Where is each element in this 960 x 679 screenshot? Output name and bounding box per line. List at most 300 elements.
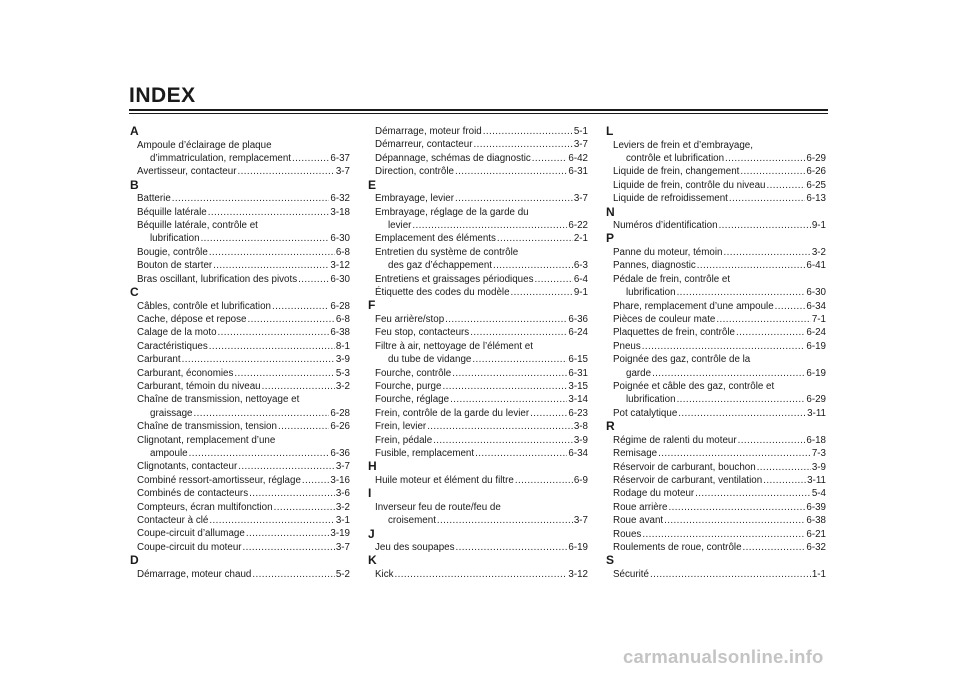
entry-page-number: 6-32 bbox=[806, 541, 826, 553]
index-entry bbox=[368, 165, 588, 178]
entry-page-number: 6-19 bbox=[568, 542, 588, 554]
index-entry bbox=[606, 340, 826, 353]
dot-leader bbox=[530, 407, 567, 420]
entry-page-number: 3-2 bbox=[335, 501, 350, 513]
index-entry bbox=[606, 313, 826, 326]
entry-text: garde bbox=[626, 367, 652, 379]
index-entry bbox=[130, 393, 350, 406]
entry-page-number: 6-36 bbox=[568, 313, 588, 325]
entry-page-number: 6-28 bbox=[330, 407, 350, 419]
entry-text: Carburant bbox=[137, 354, 181, 366]
section-letter: C bbox=[130, 285, 139, 300]
entry-page-number: 6-4 bbox=[573, 273, 588, 285]
index-entry bbox=[130, 367, 350, 380]
dot-leader bbox=[757, 461, 811, 474]
entry-page-number: 3-7 bbox=[573, 139, 588, 151]
entry-page-number: 6-29 bbox=[806, 394, 826, 406]
index-entry bbox=[606, 165, 826, 178]
entry-text: Roue avant bbox=[613, 515, 664, 527]
index-entry bbox=[606, 393, 826, 406]
entry-page-number: 6-29 bbox=[806, 152, 826, 164]
index-entry bbox=[130, 501, 350, 514]
entry-text: Dépannage, schémas de diagnostic bbox=[375, 152, 531, 164]
entry-text: Leviers de frein et d’embrayage, bbox=[613, 139, 753, 151]
entry-page-number: 6-21 bbox=[806, 528, 826, 540]
dot-leader bbox=[475, 447, 567, 460]
index-entry bbox=[130, 447, 350, 460]
dot-leader bbox=[775, 300, 806, 313]
index-entry bbox=[368, 152, 588, 165]
entry-text: Réservoir de carburant, ventilation bbox=[613, 474, 763, 486]
page-title: INDEX bbox=[129, 84, 196, 107]
index-entry bbox=[368, 407, 588, 420]
entry-page-number: 6-25 bbox=[806, 179, 826, 191]
dot-leader bbox=[298, 273, 329, 286]
dot-leader bbox=[719, 219, 811, 232]
entry-page-number: 3-18 bbox=[330, 206, 350, 218]
dot-leader bbox=[511, 286, 573, 299]
entry-text: Carburant, économies bbox=[137, 367, 234, 379]
dot-leader bbox=[736, 326, 805, 339]
section-letter: A bbox=[130, 124, 139, 138]
dot-leader bbox=[725, 152, 805, 165]
entry-text: Feu arrière/stop bbox=[375, 313, 445, 325]
dot-leader bbox=[664, 514, 805, 527]
index-entry bbox=[606, 353, 826, 366]
dot-leader bbox=[642, 340, 806, 353]
entry-text: Liquide de frein, contrôle du niveau bbox=[613, 179, 766, 191]
section-letter: P bbox=[606, 231, 615, 246]
entry-text: Combiné ressort-amortisseur, réglage bbox=[137, 474, 301, 486]
entry-page-number: 2-1 bbox=[573, 233, 588, 245]
entry-page-number: 3-14 bbox=[568, 394, 588, 406]
dot-leader bbox=[677, 393, 806, 406]
section-letter: K bbox=[368, 553, 377, 568]
index-entry bbox=[606, 219, 826, 232]
dot-leader bbox=[470, 326, 567, 339]
dot-leader bbox=[450, 393, 567, 406]
dot-leader bbox=[302, 474, 329, 487]
dot-leader bbox=[658, 447, 811, 460]
entry-text: Bouton de starter bbox=[137, 260, 213, 272]
entry-text: des gaz d’échappement bbox=[388, 260, 493, 272]
index-entry bbox=[606, 474, 826, 487]
entry-text: Chaîne de transmission, tension bbox=[137, 421, 277, 433]
entry-text: Pot catalytique bbox=[613, 407, 678, 419]
entry-text: Phare, remplacement d’une ampoule bbox=[613, 300, 774, 312]
entry-text: Jeu des soupapes bbox=[375, 542, 455, 554]
dot-leader bbox=[473, 138, 572, 151]
dot-leader bbox=[697, 259, 806, 272]
entry-page-number: 9-1 bbox=[811, 220, 826, 232]
entry-text: lubrification bbox=[626, 394, 676, 406]
entry-text: Régime de ralenti du moteur bbox=[613, 434, 737, 446]
entry-page-number: 1-1 bbox=[811, 568, 826, 580]
dot-leader bbox=[738, 434, 806, 447]
section-letter: E bbox=[368, 177, 377, 192]
index-entry bbox=[130, 541, 350, 554]
index-entry bbox=[606, 568, 826, 581]
entry-text: Compteurs, écran multifonction bbox=[137, 501, 273, 513]
index-entry bbox=[368, 246, 588, 259]
entry-page-number: 6-30 bbox=[330, 273, 350, 285]
entry-text: Combinés de contacteurs bbox=[137, 488, 249, 500]
index-entry bbox=[368, 393, 588, 406]
title-rule-thin bbox=[129, 113, 828, 114]
entry-text: Fourche, contrôle bbox=[375, 367, 452, 379]
index-entry bbox=[130, 380, 350, 393]
entry-text: Bras oscillant, lubrification des pivots bbox=[137, 273, 298, 285]
entry-text: levier bbox=[388, 219, 412, 231]
entry-text: Avertisseur, contacteur bbox=[137, 166, 237, 178]
entry-text: Fourche, réglage bbox=[375, 394, 450, 406]
index-entry bbox=[606, 447, 826, 460]
dot-leader bbox=[452, 367, 567, 380]
index-entry bbox=[368, 259, 588, 272]
entry-text: Roulements de roue, contrôle bbox=[613, 541, 742, 553]
dot-leader bbox=[472, 353, 567, 366]
entry-text: Démarreur, contacteur bbox=[375, 139, 473, 151]
section-letter: J bbox=[368, 526, 375, 541]
entry-text: Numéros d’identification bbox=[613, 220, 718, 232]
index-entry bbox=[606, 501, 826, 514]
entry-text: Ampoule d’éclairage de plaque bbox=[137, 139, 272, 151]
entry-page-number: 6-32 bbox=[330, 193, 350, 205]
entry-page-number: 3-2 bbox=[335, 381, 350, 392]
index-entry bbox=[130, 460, 350, 473]
entry-page-number: 6-26 bbox=[330, 421, 350, 433]
watermark-text: carmanualsonline.info bbox=[623, 646, 824, 667]
index-entry bbox=[130, 246, 350, 259]
entry-text: Pièces de couleur mate bbox=[613, 313, 716, 325]
entry-page-number: 6-38 bbox=[330, 327, 350, 339]
dot-leader bbox=[456, 541, 568, 554]
entry-text: Démarrage, moteur froid bbox=[375, 126, 482, 137]
entry-text: Coupe-circuit du moteur bbox=[137, 541, 242, 553]
entry-text: Embrayage, levier bbox=[375, 193, 454, 205]
index-entry bbox=[606, 326, 826, 339]
entry-page-number: 6-38 bbox=[806, 515, 826, 527]
entry-page-number: 3-7 bbox=[335, 461, 350, 473]
section-letter: N bbox=[606, 204, 615, 219]
entry-page-number: 3-9 bbox=[573, 434, 588, 446]
entry-page-number: 6-19 bbox=[806, 367, 826, 379]
index-entry bbox=[130, 192, 350, 205]
entry-page-number: 9-1 bbox=[573, 286, 588, 298]
entry-page-number: 6-36 bbox=[330, 448, 350, 460]
dot-leader bbox=[763, 474, 806, 487]
index-entry bbox=[606, 139, 826, 152]
dot-leader bbox=[189, 447, 330, 460]
entry-page-number: 6-8 bbox=[335, 246, 350, 258]
title-rule-thick bbox=[129, 109, 828, 111]
dot-leader bbox=[650, 568, 811, 581]
entry-page-number: 6-41 bbox=[806, 260, 826, 272]
entry-page-number: 6-37 bbox=[330, 152, 350, 164]
dot-leader bbox=[218, 326, 330, 339]
entry-text: Entretiens et graissages périodiques bbox=[375, 273, 534, 285]
entry-page-number: 6-3 bbox=[573, 260, 588, 272]
dot-leader bbox=[743, 541, 806, 554]
section-letter: I bbox=[368, 486, 372, 501]
index-entry bbox=[130, 407, 350, 420]
section-letter: B bbox=[130, 177, 139, 192]
entry-text: Remisage bbox=[613, 448, 658, 460]
entry-text: Huile moteur et élément du filtre bbox=[375, 474, 514, 486]
entry-page-number: 7-3 bbox=[811, 448, 826, 460]
index-entry bbox=[130, 259, 350, 272]
index-entry bbox=[130, 568, 350, 581]
dot-leader bbox=[247, 313, 334, 326]
index-entry bbox=[606, 367, 826, 380]
index-entry bbox=[130, 206, 350, 219]
entry-page-number: 5-1 bbox=[573, 126, 588, 137]
entry-text: graissage bbox=[150, 407, 193, 419]
dot-leader bbox=[668, 501, 805, 514]
entry-page-number: 3-11 bbox=[807, 474, 826, 486]
dot-leader bbox=[695, 487, 811, 500]
entry-page-number: 3-12 bbox=[568, 568, 588, 580]
entry-page-number: 6-30 bbox=[806, 287, 826, 299]
entry-text: Roue arrière bbox=[613, 501, 668, 513]
index-entry bbox=[368, 501, 588, 514]
index-entry bbox=[368, 192, 588, 205]
dot-leader bbox=[209, 340, 335, 353]
entry-text: lubrification bbox=[150, 233, 200, 245]
entry-page-number: 3-7 bbox=[335, 541, 350, 553]
entry-page-number: 3-7 bbox=[573, 193, 588, 205]
entry-page-number: 3-6 bbox=[335, 488, 350, 500]
dot-leader bbox=[767, 179, 806, 192]
index-entry bbox=[606, 246, 826, 259]
dot-leader bbox=[201, 232, 330, 245]
entry-page-number: 6-24 bbox=[806, 327, 826, 339]
index-entry bbox=[606, 487, 826, 500]
index-entry bbox=[368, 514, 588, 527]
entry-text: du tube de vidange bbox=[388, 354, 472, 366]
index-entry bbox=[368, 313, 588, 326]
entry-text: ampoule bbox=[150, 448, 188, 460]
index-column-1 bbox=[130, 125, 350, 581]
dot-leader bbox=[262, 380, 335, 393]
entry-text: Fourche, purge bbox=[375, 380, 442, 392]
entry-text: Liquide de refroidissement bbox=[613, 193, 728, 205]
entry-text: Pneus bbox=[613, 340, 641, 352]
entry-page-number: 3-9 bbox=[335, 354, 350, 366]
section-letter: D bbox=[130, 553, 139, 568]
entry-text: Béquille latérale bbox=[137, 206, 207, 218]
entry-text: Pannes, diagnostic bbox=[613, 260, 696, 272]
dot-leader bbox=[677, 286, 806, 299]
index-entry bbox=[130, 420, 350, 433]
entry-page-number: 6-31 bbox=[568, 367, 588, 379]
index-entry bbox=[368, 326, 588, 339]
index-entry bbox=[606, 273, 826, 286]
entry-page-number: 3-11 bbox=[807, 407, 826, 419]
index-entry bbox=[606, 259, 826, 272]
dot-leader bbox=[274, 501, 335, 514]
dot-leader bbox=[209, 246, 335, 259]
entry-text: Bougie, contrôle bbox=[137, 246, 208, 258]
dot-leader bbox=[445, 313, 567, 326]
dot-leader bbox=[723, 246, 810, 259]
entry-page-number: 6-34 bbox=[568, 447, 588, 459]
entry-text: Embrayage, réglage de la garde du bbox=[375, 206, 529, 218]
dot-leader bbox=[234, 367, 334, 380]
dot-leader bbox=[249, 487, 335, 500]
entry-page-number: 6-8 bbox=[335, 313, 350, 325]
index-entry bbox=[130, 514, 350, 527]
entry-page-number: 6-18 bbox=[806, 434, 826, 446]
entry-text: lubrification bbox=[626, 287, 676, 299]
index-entry bbox=[368, 541, 588, 554]
entry-page-number: 6-24 bbox=[568, 327, 588, 339]
index-entry bbox=[368, 232, 588, 245]
entry-text: Emplacement des éléments bbox=[375, 233, 496, 245]
entry-page-number: 5-2 bbox=[335, 568, 350, 580]
dot-leader bbox=[455, 165, 567, 178]
dot-leader bbox=[442, 380, 567, 393]
index-entry bbox=[130, 219, 350, 232]
entry-page-number: 6-15 bbox=[568, 354, 588, 366]
entry-page-number: 6-13 bbox=[806, 193, 826, 205]
entry-text: Clignotants, contacteur bbox=[137, 461, 238, 473]
dot-leader bbox=[193, 407, 329, 420]
entry-text: croisement bbox=[388, 515, 436, 527]
dot-leader bbox=[213, 259, 329, 272]
entry-text: Frein, contrôle de la garde du levier bbox=[375, 407, 530, 419]
index-entry bbox=[606, 461, 826, 474]
entry-text: Coupe-circuit d’allumage bbox=[137, 528, 245, 540]
entry-page-number: 3-16 bbox=[330, 474, 350, 486]
index-entry bbox=[130, 152, 350, 165]
entry-page-number: 5-4 bbox=[811, 488, 826, 500]
entry-text: Démarrage, moteur chaud bbox=[137, 568, 252, 580]
entry-page-number: 6-30 bbox=[330, 233, 350, 245]
index-entry bbox=[130, 527, 350, 540]
entry-text: Direction, contrôle bbox=[375, 166, 454, 178]
dot-leader bbox=[497, 232, 573, 245]
dot-leader bbox=[427, 420, 573, 433]
index-entry bbox=[368, 447, 588, 460]
dot-leader bbox=[272, 300, 329, 313]
index-entry bbox=[368, 206, 588, 219]
index-entry bbox=[368, 340, 588, 353]
dot-leader bbox=[740, 165, 805, 178]
entry-page-number: 6-22 bbox=[568, 219, 588, 231]
entry-page-number: 3-12 bbox=[330, 260, 350, 272]
entry-text: Entretien du système de contrôle bbox=[375, 246, 519, 258]
index-entry bbox=[368, 286, 588, 299]
entry-page-number: 6-42 bbox=[568, 152, 588, 164]
entry-page-number: 3-2 bbox=[811, 246, 826, 258]
entry-page-number: 7-1 bbox=[811, 313, 826, 325]
dot-leader bbox=[412, 219, 567, 232]
entry-page-number: 6-28 bbox=[330, 300, 350, 312]
dot-leader bbox=[246, 527, 330, 540]
index-entry bbox=[130, 434, 350, 447]
dot-leader bbox=[292, 152, 329, 165]
index-entry bbox=[368, 568, 588, 581]
entry-page-number: 3-1 bbox=[335, 515, 350, 527]
entry-page-number: 3-19 bbox=[330, 528, 350, 540]
entry-text: Poignée et câble des gaz, contrôle et bbox=[613, 381, 775, 392]
index-entry bbox=[130, 313, 350, 326]
entry-page-number: 6-31 bbox=[568, 166, 588, 178]
index-entry bbox=[368, 434, 588, 447]
dot-leader bbox=[534, 273, 572, 286]
section-letter: F bbox=[368, 298, 376, 313]
entry-page-number: 5-3 bbox=[335, 367, 350, 379]
dot-leader bbox=[238, 460, 335, 473]
index-entry bbox=[606, 528, 826, 541]
entry-text: Kick bbox=[375, 568, 394, 580]
dot-leader bbox=[208, 206, 330, 219]
entry-text: Câbles, contrôle et lubrification bbox=[137, 300, 271, 312]
index-entry bbox=[368, 367, 588, 380]
entry-text: Sécurité bbox=[613, 568, 649, 580]
dot-leader bbox=[237, 165, 334, 178]
section-letter: H bbox=[368, 459, 377, 474]
index-entry bbox=[130, 165, 350, 178]
index-entry bbox=[130, 273, 350, 286]
dot-leader bbox=[182, 353, 335, 366]
index-entry bbox=[606, 179, 826, 192]
entry-page-number: 6-19 bbox=[806, 340, 826, 352]
index-entry bbox=[130, 232, 350, 245]
entry-text: Chaîne de transmission, nettoyage et bbox=[137, 394, 300, 406]
dot-leader bbox=[455, 192, 573, 205]
entry-text: Étiquette des codes du modèle bbox=[375, 286, 510, 298]
index-entry bbox=[368, 474, 588, 487]
index-entry bbox=[368, 125, 588, 138]
dot-leader bbox=[716, 313, 810, 326]
entry-text: Calage de la moto bbox=[137, 327, 217, 339]
index-entry bbox=[606, 434, 826, 447]
dot-leader bbox=[437, 514, 573, 527]
index-entry bbox=[368, 380, 588, 393]
entry-text: Cache, dépose et repose bbox=[137, 313, 247, 325]
entry-text: Plaquettes de frein, contrôle bbox=[613, 327, 735, 339]
section-letter: R bbox=[606, 419, 615, 434]
entry-page-number: 6-34 bbox=[806, 300, 826, 312]
index-entry bbox=[606, 152, 826, 165]
entry-text: Clignotant, remplacement d’une bbox=[137, 434, 276, 446]
index-entry bbox=[130, 139, 350, 152]
index-entry bbox=[606, 192, 826, 205]
entry-text: Caractéristiques bbox=[137, 340, 208, 352]
dot-leader bbox=[483, 125, 573, 138]
entry-page-number: 8-1 bbox=[335, 340, 350, 352]
index-entry bbox=[606, 286, 826, 299]
index-entry bbox=[606, 407, 826, 420]
entry-text: Rodage du moteur bbox=[613, 488, 695, 500]
index-entry bbox=[130, 487, 350, 500]
index-entry bbox=[130, 340, 350, 353]
entry-text: Inverseur feu de route/feu de bbox=[375, 501, 501, 513]
index-entry bbox=[130, 300, 350, 313]
dot-leader bbox=[252, 568, 334, 581]
dot-leader bbox=[652, 367, 805, 380]
index-entry bbox=[606, 300, 826, 313]
entry-text: Roues bbox=[613, 528, 642, 540]
dot-leader bbox=[172, 192, 330, 205]
dot-leader bbox=[642, 528, 805, 541]
dot-leader bbox=[433, 434, 573, 447]
index-entry bbox=[368, 353, 588, 366]
section-letter: L bbox=[606, 124, 614, 138]
entry-page-number: 3-15 bbox=[568, 380, 588, 392]
